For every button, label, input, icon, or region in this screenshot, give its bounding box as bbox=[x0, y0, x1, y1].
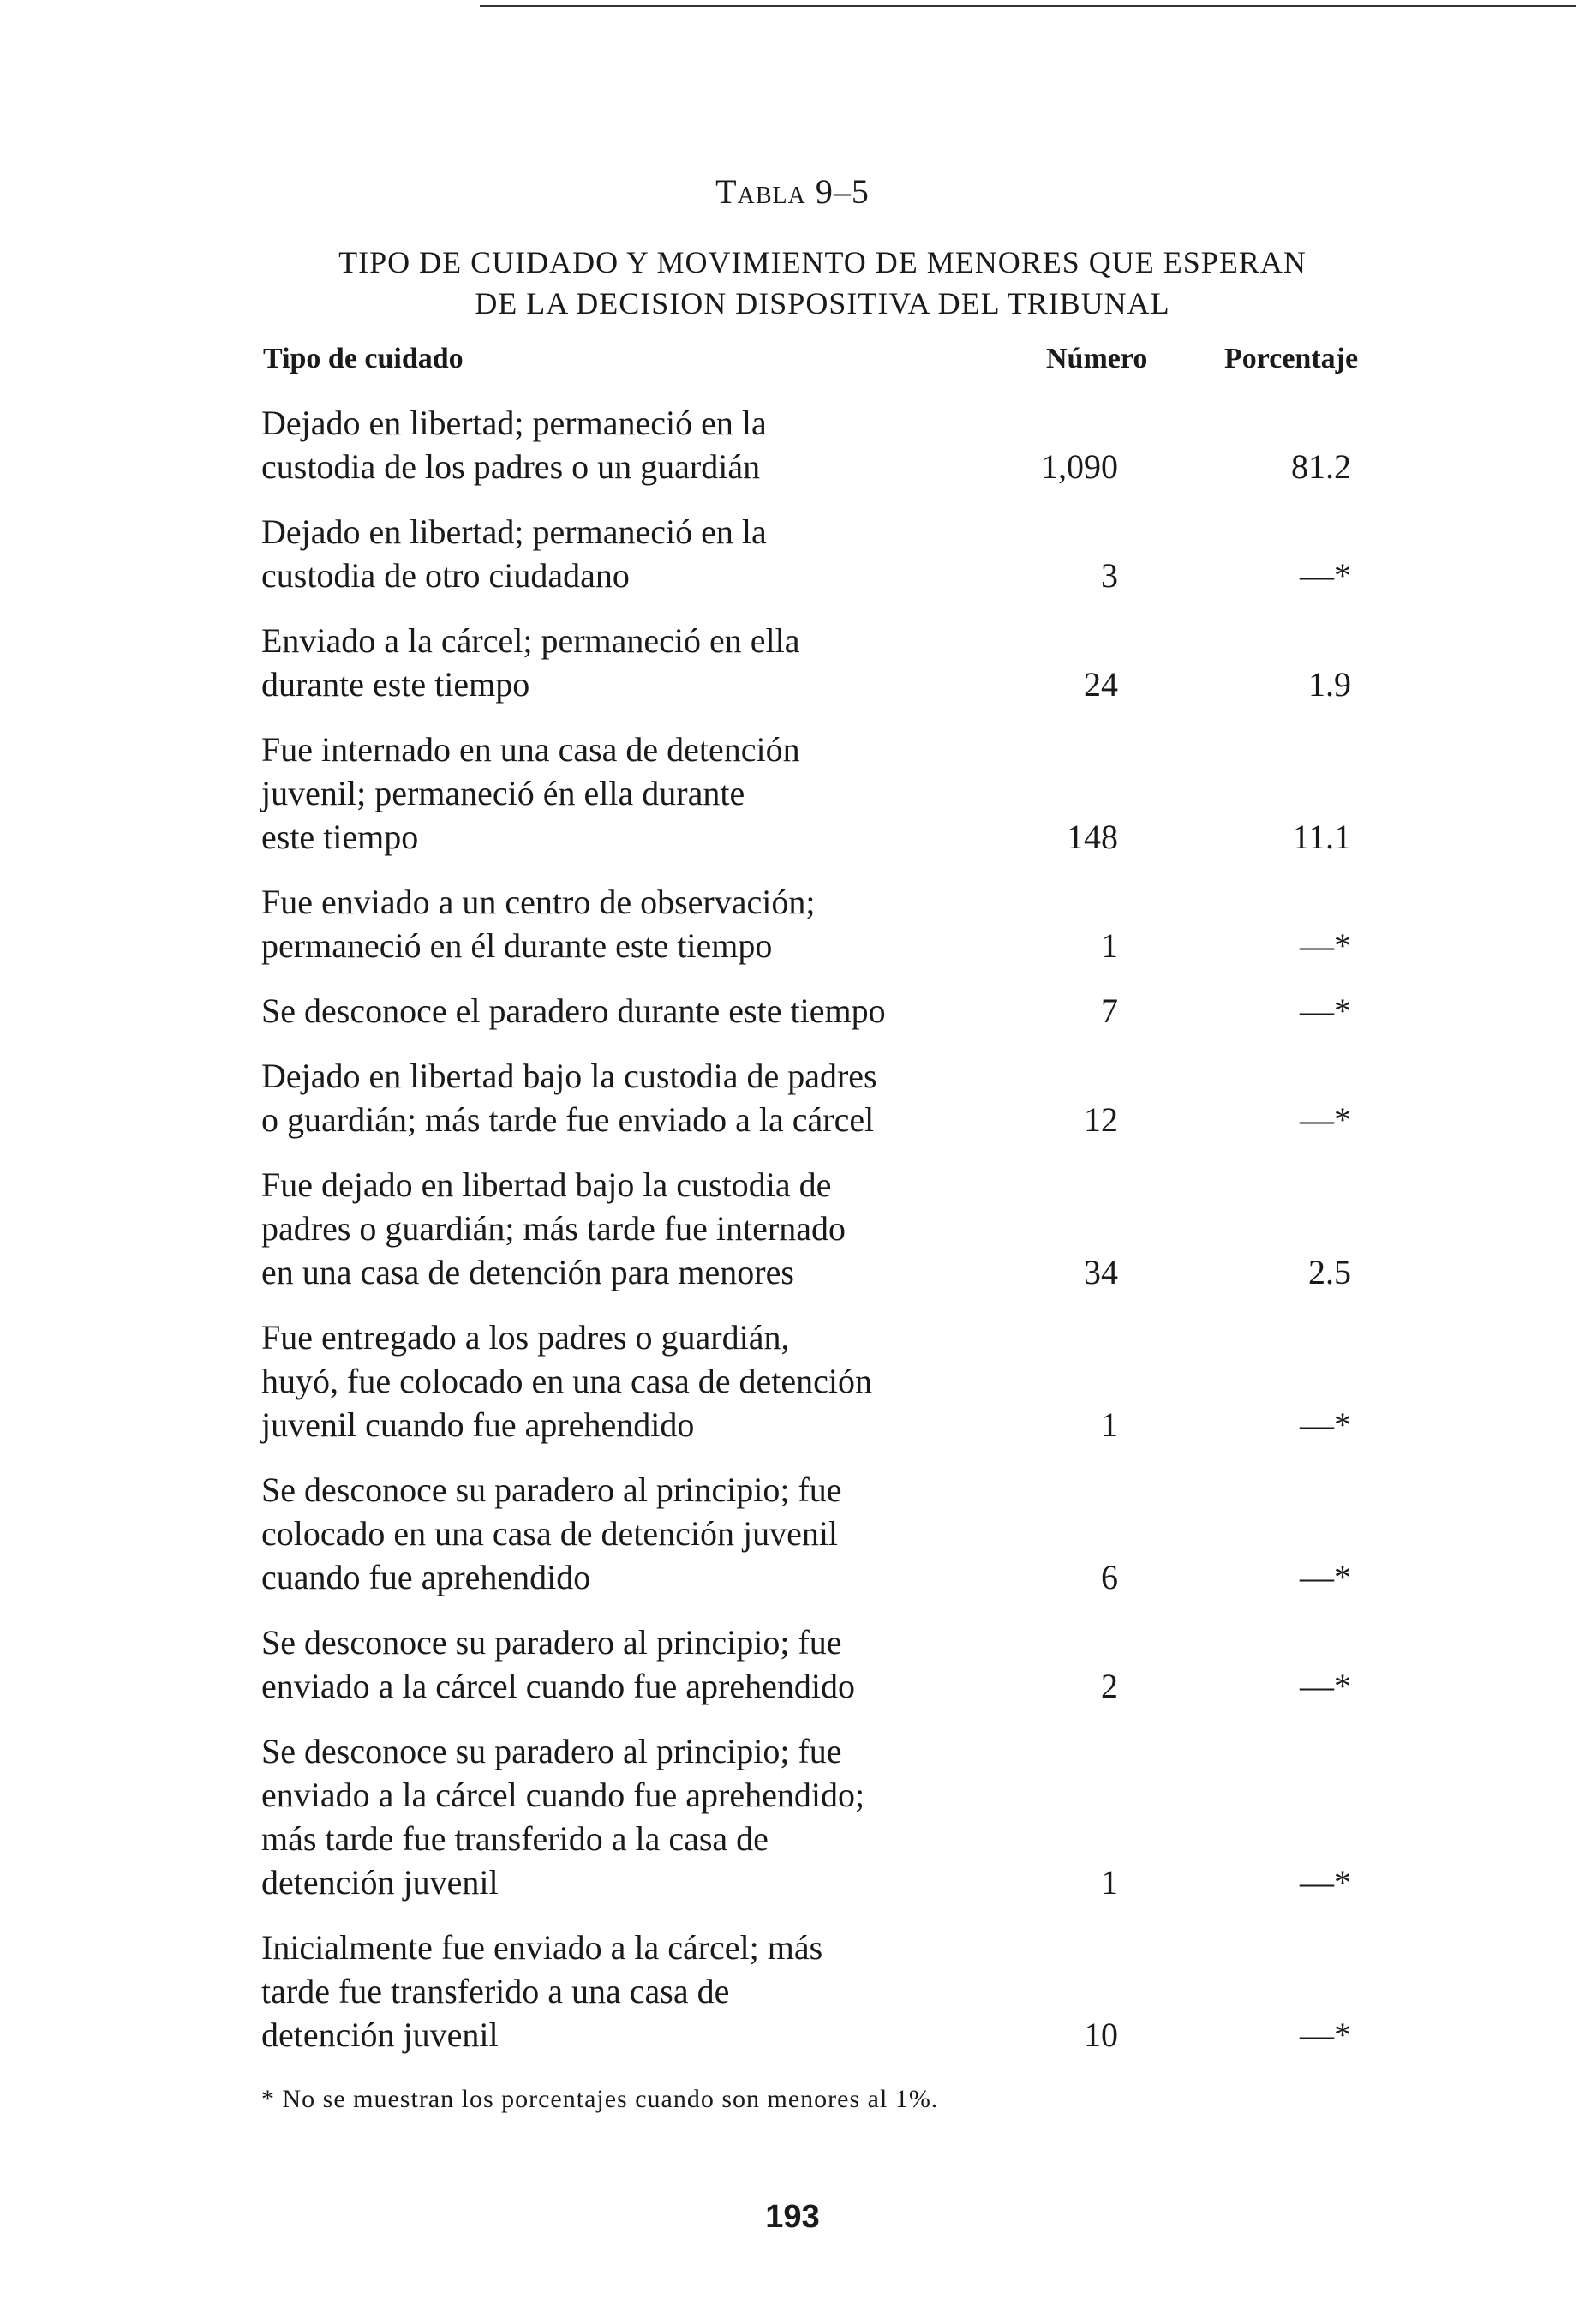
table-title bbox=[257, 242, 1388, 324]
row-porcentaje: 1.9 bbox=[1308, 665, 1351, 704]
row-numero: 1,090 bbox=[1041, 447, 1118, 486]
row-description: Se desconoce su paradero al principio; fue enviado a la cárcel cuando fue aprehendido bbox=[261, 1623, 855, 1705]
row-description: Fue dejado en libertad bajo la custodia de padres o guardián; más tarde fue internado en una casa de detención para menores bbox=[261, 1165, 846, 1291]
row-porcentaje: —* bbox=[1300, 1863, 1351, 1902]
row-description: Fue enviado a un centro de observación; permaneció en él durante este tiempo bbox=[261, 883, 816, 965]
table-row bbox=[261, 510, 1392, 597]
table-row bbox=[261, 1054, 1392, 1141]
row-porcentaje: —* bbox=[1300, 1558, 1351, 1596]
table-row bbox=[261, 619, 1392, 706]
row-numero: 1 bbox=[1101, 1405, 1118, 1444]
row-description: Se desconoce el paradero durante este tiempo bbox=[261, 991, 886, 1030]
table-body bbox=[261, 401, 1392, 2078]
row-description: Se desconoce su paradero al principio; fue enviado a la cárcel cuando fue aprehendido; más tarde fue transferido a la casa de detención juvenil bbox=[261, 1732, 865, 1902]
table-footnote: * No se muestran los porcentajes cuando son menores al 1%. bbox=[261, 2085, 939, 2113]
row-numero: 6 bbox=[1101, 1558, 1118, 1596]
table-row bbox=[261, 1729, 1392, 1904]
row-numero: 1 bbox=[1101, 1863, 1118, 1902]
table-title-line: TIPO DE CUIDADO Y MOVIMIENTO DE MENORES QUE ESPERAN bbox=[338, 245, 1307, 279]
table-row bbox=[261, 1468, 1392, 1599]
table-label bbox=[0, 171, 1585, 212]
table-row bbox=[261, 1926, 1392, 2057]
row-numero: 2 bbox=[1101, 1667, 1118, 1705]
row-numero: 10 bbox=[1084, 2016, 1118, 2054]
row-porcentaje: —* bbox=[1300, 1667, 1351, 1705]
row-porcentaje: 2.5 bbox=[1308, 1253, 1351, 1291]
row-description: Enviado a la cárcel; permaneció en ella durante este tiempo bbox=[261, 621, 800, 704]
column-header-tipo: Tipo de cuidado bbox=[263, 343, 464, 374]
row-description: Dejado en libertad; permaneció en la custodia de los padres o un guardián bbox=[261, 404, 767, 486]
row-description: Se desconoce su paradero al principio; fue colocado en una casa de detención juvenil cuando fue aprehendido bbox=[261, 1470, 842, 1596]
table-label-word: Tabla bbox=[715, 172, 806, 211]
table-row bbox=[261, 880, 1392, 967]
table-row bbox=[261, 989, 1392, 1033]
row-numero: 7 bbox=[1101, 991, 1118, 1030]
row-porcentaje: —* bbox=[1300, 1100, 1351, 1139]
row-porcentaje: 81.2 bbox=[1291, 447, 1351, 486]
row-numero: 3 bbox=[1101, 556, 1118, 595]
column-header-numero: Número bbox=[1046, 343, 1148, 374]
row-description: Inicialmente fue enviado a la cárcel; más tarde fue transferido a una casa de detención juvenil bbox=[261, 1928, 823, 2054]
table-row bbox=[261, 401, 1392, 488]
row-description: Dejado en libertad bajo la custodia de padres o guardián; más tarde fue enviado a la cárcel bbox=[261, 1057, 877, 1139]
row-description: Dejado en libertad; permaneció en la custodia de otro ciudadano bbox=[261, 512, 767, 595]
table-row bbox=[261, 728, 1392, 859]
table-label-number: 9–5 bbox=[815, 172, 870, 211]
row-porcentaje: —* bbox=[1300, 556, 1351, 595]
row-description: Fue entregado a los padres o guardián, huyó, fue colocado en una casa de detención juvenil cuando fue aprehendido bbox=[261, 1318, 873, 1444]
row-porcentaje: —* bbox=[1300, 991, 1351, 1030]
row-numero: 34 bbox=[1084, 1253, 1118, 1291]
table-row bbox=[261, 1163, 1392, 1294]
row-numero: 12 bbox=[1084, 1100, 1118, 1139]
row-porcentaje: —* bbox=[1300, 926, 1351, 965]
page-number: 193 bbox=[765, 2199, 820, 2235]
row-numero: 1 bbox=[1101, 926, 1118, 965]
table-title-line: DE LA DECISION DISPOSITIVA DEL TRIBUNAL bbox=[475, 286, 1170, 320]
top-rule-divider bbox=[480, 5, 1576, 7]
column-header-porcentaje: Porcentaje bbox=[1224, 343, 1359, 374]
row-description: Fue internado en una casa de detención juvenil; permaneció én ella durante este tiempo bbox=[261, 730, 800, 856]
table-row bbox=[261, 1620, 1392, 1708]
row-numero: 148 bbox=[1067, 818, 1118, 856]
table-header bbox=[263, 343, 1385, 386]
row-porcentaje: —* bbox=[1300, 1405, 1351, 1444]
row-porcentaje: 11.1 bbox=[1292, 818, 1351, 856]
row-numero: 24 bbox=[1084, 665, 1118, 704]
row-porcentaje: —* bbox=[1300, 2016, 1351, 2054]
table-row bbox=[261, 1315, 1392, 1447]
